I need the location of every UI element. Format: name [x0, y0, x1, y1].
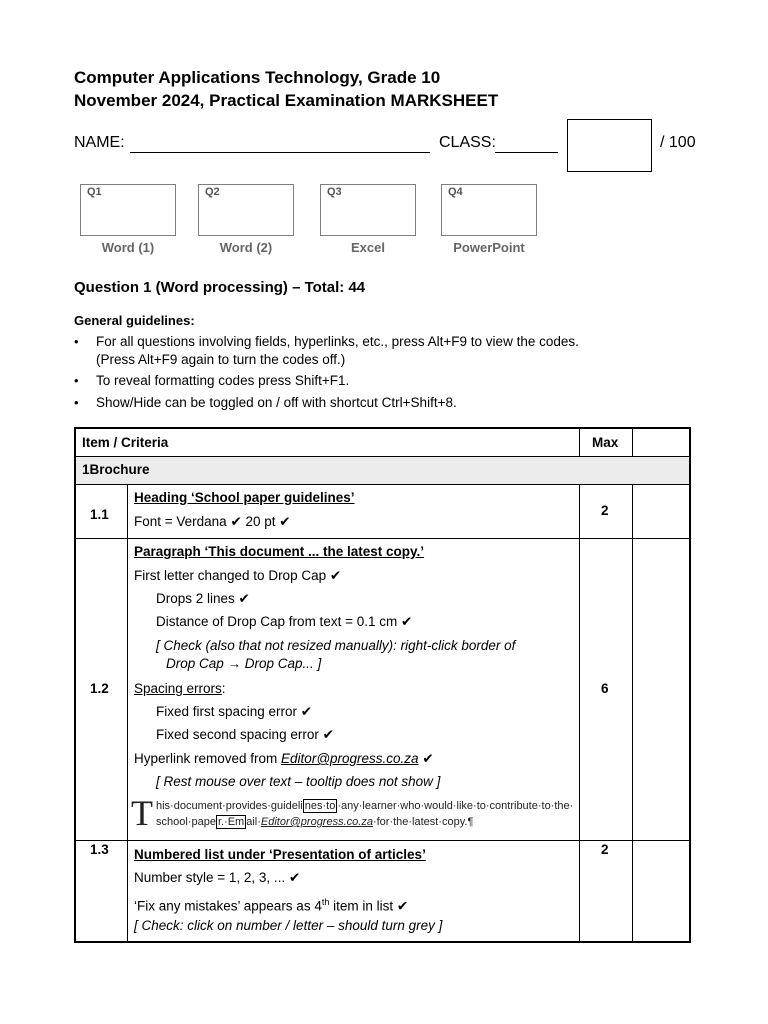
page-subtitle: November 2024, Practical Examination MARKSHEET: [74, 91, 499, 110]
q4-caption: PowerPoint: [453, 240, 525, 255]
q2-caption: Word (2): [219, 240, 273, 255]
row-max: 2: [601, 503, 609, 518]
question1-heading: Question 1 (Word processing) – Total: 44: [74, 279, 366, 296]
row-title: Numbered list under ‘Presentation of articles’: [134, 847, 426, 862]
criteria-line: Hyperlink removed from Editor@progress.co.za ✔: [134, 751, 434, 766]
col-divider: [579, 484, 580, 941]
row-divider: [76, 840, 689, 841]
spacing-errors-label: Spacing errors: [134, 681, 222, 696]
spacing-error-highlight: nes·to: [304, 800, 336, 812]
bullet-icon: •: [74, 395, 79, 410]
page-title: Computer Applications Technology, Grade 10: [74, 68, 441, 87]
col-divider: [632, 429, 633, 456]
q4-score-box[interactable]: [441, 184, 537, 236]
row-number: 1.3: [90, 842, 109, 857]
col-divider: [579, 429, 580, 456]
criteria-line: Font = Verdana ✔ 20 pt ✔: [134, 514, 291, 529]
row-max: 6: [601, 681, 609, 696]
section-title: 1Brochure: [82, 462, 150, 477]
check-note: [ Check: click on number / letter – should turn grey ]: [134, 918, 443, 933]
q1-label: Q1: [87, 186, 102, 198]
criteria-line: Distance of Drop Cap from text = 0.1 cm ✔: [156, 614, 413, 629]
section-row-shade: [76, 456, 689, 484]
criteria-line: Fixed second spacing error ✔: [156, 727, 334, 742]
sample-line: his·document·provides·guideli nes·to ·any·learner·who·would·like·to·contribute·to·the·: [156, 800, 574, 812]
q2-label: Q2: [205, 186, 220, 198]
total-score-box[interactable]: [567, 119, 652, 172]
criteria-line: Drops 2 lines ✔: [156, 591, 250, 606]
row-number: 1.1: [90, 507, 109, 522]
criteria-line: Spacing errors:: [134, 681, 226, 696]
total-max-label: / 100: [660, 134, 696, 151]
q3-score-box[interactable]: [320, 184, 416, 236]
q4-label: Q4: [448, 186, 463, 198]
header-max: Max: [592, 435, 619, 450]
dropcap-letter: T: [131, 793, 153, 833]
class-field-line[interactable]: [495, 152, 558, 153]
check-note: [ Rest mouse over text – tooltip does not show ]: [156, 774, 441, 789]
bullet-icon: •: [74, 334, 79, 349]
class-label: CLASS:: [439, 134, 496, 151]
spacing-error-highlight: r.·Em: [217, 816, 245, 828]
name-field-line[interactable]: [130, 152, 430, 153]
row-max: 2: [601, 842, 609, 857]
criteria-line: ‘Fix any mistakes’ appears as 4th item in list ✔: [134, 897, 409, 914]
marking-table: [74, 427, 691, 943]
check-note: [ Check (also that not resized manually): right-click border of: [156, 638, 516, 653]
col-divider: [632, 484, 633, 941]
criteria-line: Fixed first spacing error ✔: [156, 704, 313, 719]
sample-line: school·pape r.·Em ail·Editor@progress.co.za·for·the·latest·copy.¶: [156, 816, 474, 828]
row-number: 1.2: [90, 681, 109, 696]
row-title: Heading ‘School paper guidelines’: [134, 490, 355, 505]
row-title: Paragraph ‘This document ... the latest copy.’: [134, 544, 425, 559]
row-divider: [76, 456, 689, 457]
q3-caption: Excel: [351, 240, 385, 255]
header-item-criteria: Item / Criteria: [82, 435, 169, 450]
row-divider: [76, 484, 689, 485]
email-link-text: Editor@progress.co.za: [281, 751, 419, 766]
bullet-icon: •: [74, 373, 79, 388]
q1-caption: Word (1): [101, 240, 155, 255]
q1-score-box[interactable]: [80, 184, 176, 236]
q2-score-box[interactable]: [198, 184, 294, 236]
guidelines-heading: General guidelines:: [74, 313, 195, 328]
criteria-line: Number style = 1, 2, 3, ... ✔: [134, 870, 301, 885]
name-label: NAME:: [74, 134, 125, 151]
q3-label: Q3: [327, 186, 342, 198]
check-note: Drop Cap → Drop Cap... ]: [166, 656, 322, 671]
col-divider: [127, 484, 128, 941]
criteria-line: First letter changed to Drop Cap ✔: [134, 568, 342, 583]
row-divider: [76, 538, 689, 539]
